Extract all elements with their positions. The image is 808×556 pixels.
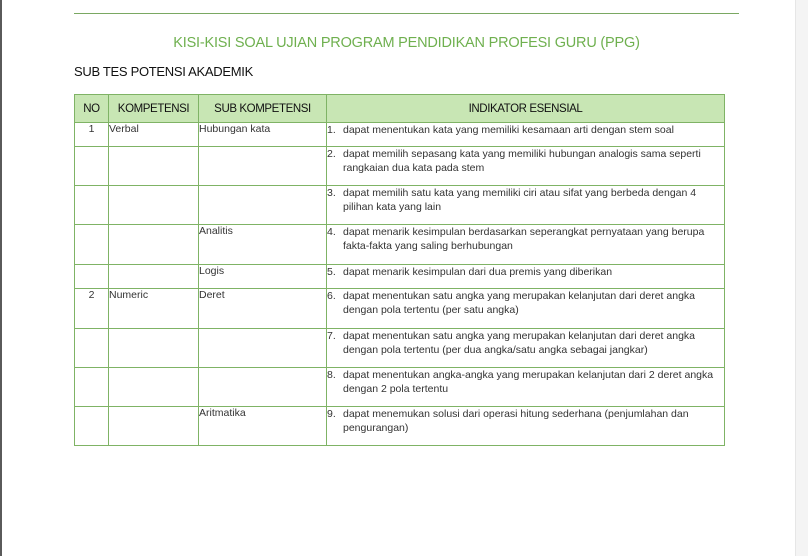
indikator-text: dapat menentukan satu angka yang merupakan kelanjutan dari deret angka dengan pola tertentu (per dua angka/satu angka sebagai jangkar) <box>343 330 695 356</box>
cell-sub-kompetensi: Logis <box>199 265 327 289</box>
indikator-text: dapat menemukan solusi dari operasi hitung sederhana (penjumlahan dan pengurangan) <box>343 408 689 434</box>
cell-sub-kompetensi <box>199 186 327 225</box>
indikator-item <box>327 265 724 279</box>
table-row <box>75 329 725 368</box>
cell-indikator <box>327 186 725 225</box>
table-row <box>75 123 725 147</box>
indikator-item <box>327 186 724 214</box>
header-sub-kompetensi: SUB KOMPETENSI <box>199 95 327 123</box>
cell-no <box>75 329 109 368</box>
cell-sub-kompetensi: Deret <box>199 289 327 329</box>
kisi-kisi-table <box>74 94 725 446</box>
indikator-text: dapat menarik kesimpulan berdasarkan seperangkat pernyataan yang berupa fakta-fakta yang saling berhubungan <box>343 226 705 252</box>
cell-kompetensi <box>109 186 199 225</box>
indikator-number: 8. <box>327 369 336 381</box>
indikator-number: 3. <box>327 187 336 199</box>
indikator-text: dapat menentukan angka-angka yang merupakan kelanjutan dari 2 deret angka dengan 2 pola tertentu <box>343 369 714 395</box>
cell-indikator <box>327 147 725 186</box>
cell-kompetensi <box>109 407 199 446</box>
indikator-item <box>327 368 724 396</box>
indikator-number: 7. <box>327 330 336 342</box>
section-subtitle: SUB TES POTENSI AKADEMIK <box>74 64 253 79</box>
cell-no <box>75 147 109 186</box>
indikator-number: 6. <box>327 290 336 302</box>
cell-no <box>75 225 109 265</box>
indikator-item <box>327 329 724 357</box>
indikator-number: 2. <box>327 148 336 160</box>
cell-no <box>75 368 109 407</box>
header-kompetensi: KOMPETENSI <box>109 95 199 123</box>
header-no: NO <box>75 95 109 123</box>
header-rule <box>74 13 739 14</box>
cell-sub-kompetensi <box>199 329 327 368</box>
cell-kompetensi <box>109 225 199 265</box>
indikator-number: 1. <box>327 124 336 136</box>
header-indikator: INDIKATOR ESENSIAL <box>327 95 725 123</box>
table-row <box>75 368 725 407</box>
table-header-row <box>75 95 725 123</box>
cell-indikator <box>327 265 725 289</box>
table-row <box>75 407 725 446</box>
indikator-item <box>327 407 724 435</box>
cell-no: 1 <box>75 123 109 147</box>
indikator-text: dapat memilih satu kata yang memiliki ciri atau sifat yang berbeda dengan 4 pilihan kata yang lain <box>343 187 697 213</box>
table-row <box>75 147 725 186</box>
table-row <box>75 265 725 289</box>
cell-indikator <box>327 329 725 368</box>
document-title: KISI-KISI SOAL UJIAN PROGRAM PENDIDIKAN PROFESI GURU (PPG) <box>173 35 640 51</box>
indikator-item <box>327 147 724 175</box>
cell-sub-kompetensi <box>199 147 327 186</box>
cell-indikator <box>327 225 725 265</box>
indikator-text: dapat memilih sepasang kata yang memiliki hubungan analogis sama seperti rangkaian dua kata pada stem <box>343 148 701 174</box>
cell-indikator <box>327 123 725 147</box>
cell-indikator <box>327 289 725 329</box>
indikator-item <box>327 225 724 253</box>
cell-sub-kompetensi: Aritmatika <box>199 407 327 446</box>
table-row <box>75 225 725 265</box>
indikator-text: dapat menarik kesimpulan dari dua premis yang diberikan <box>343 266 613 278</box>
cell-no <box>75 407 109 446</box>
cell-no: 2 <box>75 289 109 329</box>
cell-no <box>75 186 109 225</box>
cell-kompetensi <box>109 368 199 407</box>
indikator-number: 9. <box>327 408 336 420</box>
cell-kompetensi <box>109 147 199 186</box>
indikator-number: 5. <box>327 266 336 278</box>
cell-kompetensi: Verbal <box>109 123 199 147</box>
indikator-text: dapat menentukan kata yang memiliki kesamaan arti dengan stem soal <box>343 124 674 136</box>
indikator-item <box>327 123 724 137</box>
cell-kompetensi <box>109 329 199 368</box>
cell-kompetensi: Numeric <box>109 289 199 329</box>
cell-sub-kompetensi: Hubungan kata <box>199 123 327 147</box>
cell-indikator <box>327 407 725 446</box>
table-row <box>75 186 725 225</box>
indikator-text: dapat menentukan satu angka yang merupakan kelanjutan dari deret angka dengan pola tertentu (per satu angka) <box>343 290 695 316</box>
table-row <box>75 289 725 329</box>
cell-no <box>75 265 109 289</box>
cell-indikator <box>327 368 725 407</box>
viewer-scrollbar[interactable] <box>795 0 808 556</box>
cell-kompetensi <box>109 265 199 289</box>
indikator-item <box>327 289 724 317</box>
cell-sub-kompetensi <box>199 368 327 407</box>
indikator-number: 4. <box>327 226 336 238</box>
viewer-left-edge <box>0 0 2 556</box>
cell-sub-kompetensi: Analitis <box>199 225 327 265</box>
